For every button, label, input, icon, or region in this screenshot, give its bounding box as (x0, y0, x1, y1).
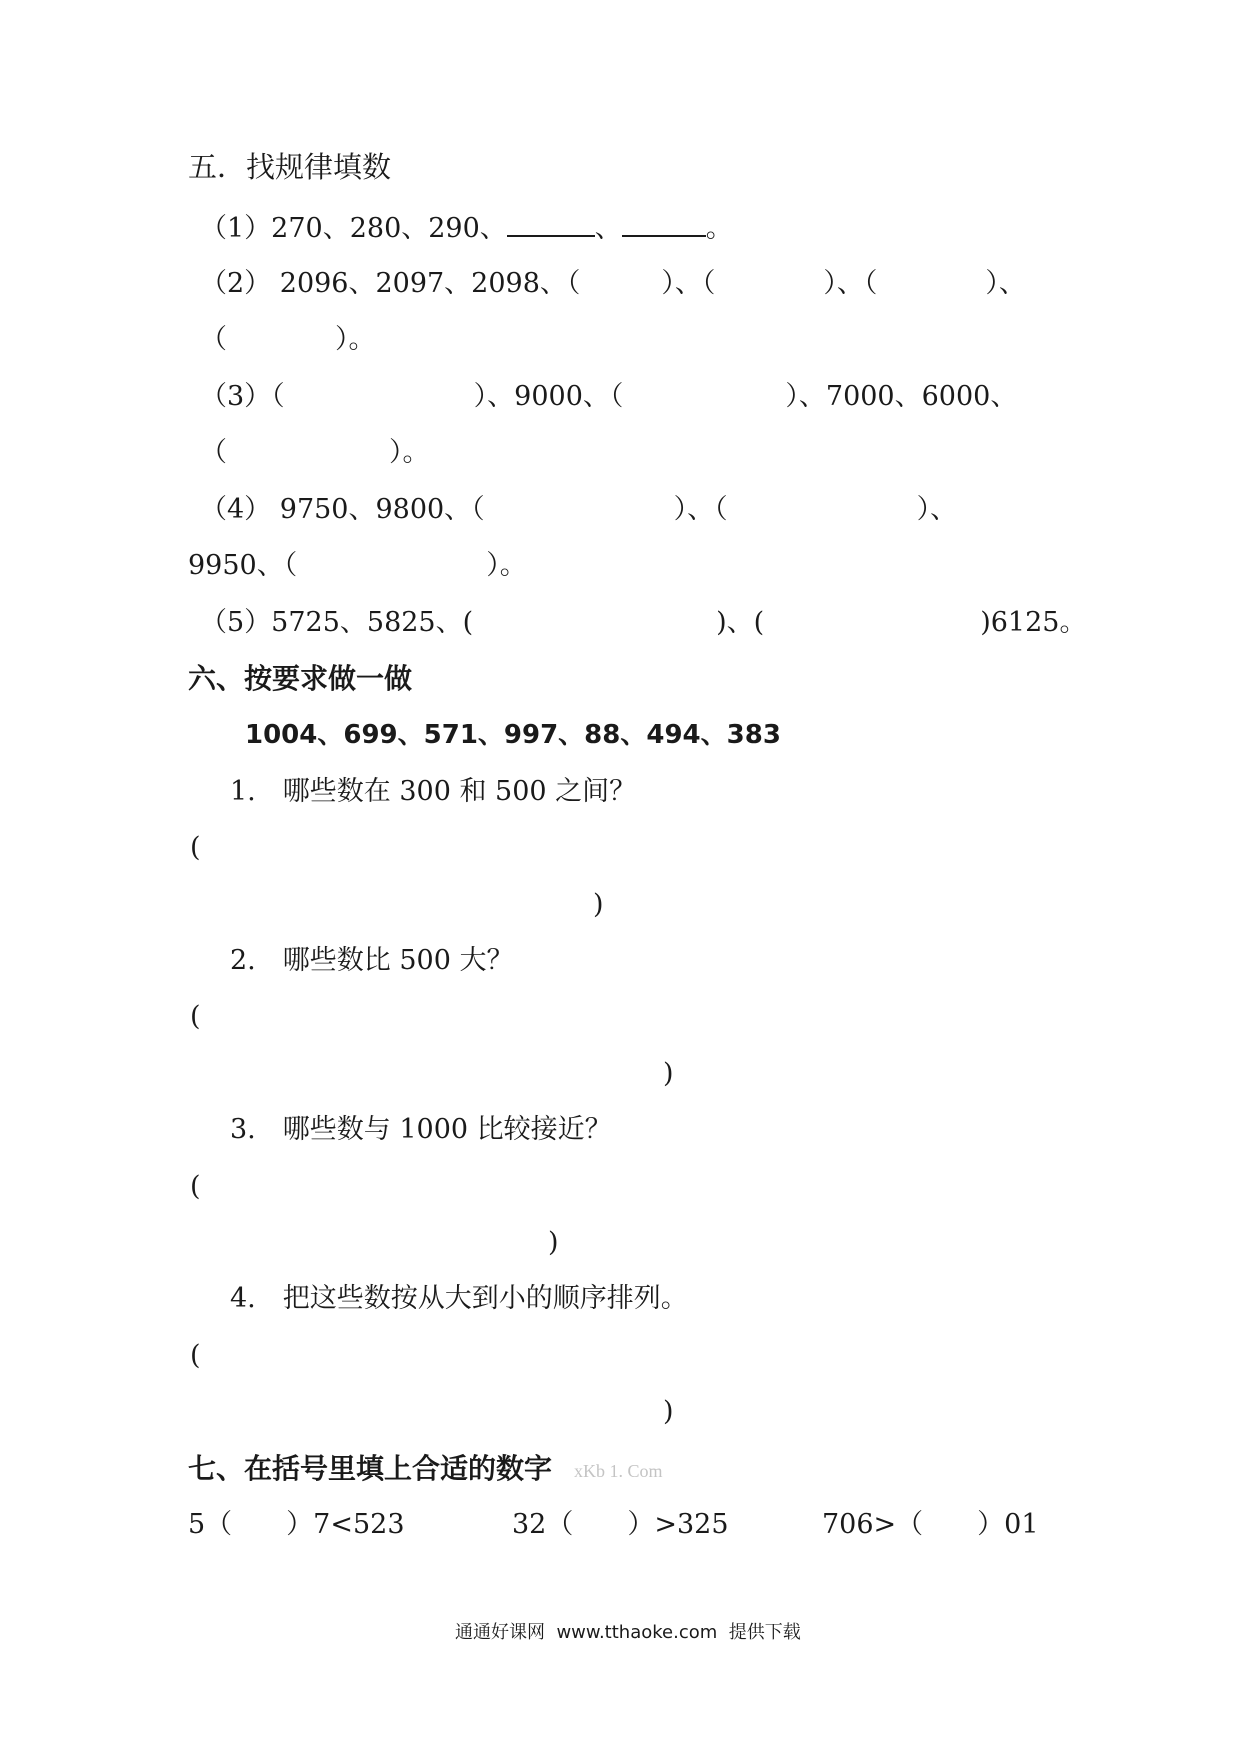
section5-title: 五．找规律填数 (188, 150, 392, 184)
task-1-text: 1. 哪些数在 300 和 500 之间？ (230, 776, 637, 807)
task-2-text: 2. 哪些数比 500 大？ (230, 945, 514, 976)
question-5: （5）5725、5825、( )、( )6125。 (200, 607, 1087, 638)
footer-credit: 通通好课网 www.tthaoke.com 提供下载 (455, 1622, 801, 1643)
compare-item-2: 32（ ）>325 (512, 1509, 729, 1540)
section7-title: 七、在括号里填上合适的数字 (188, 1452, 553, 1485)
compare-item-1: 5（ ）7<523 (188, 1509, 405, 1540)
question-4-line1: （4） 9750、9800、（ ）、（ ）、 (200, 494, 958, 525)
question-4-line2: 9950、（ ）。 (188, 550, 527, 581)
question-1-prefix: （1）270、280、290、 (200, 213, 507, 244)
question-1 (200, 211, 733, 246)
task-4-close-paren: ) (663, 1396, 674, 1427)
compare-item-3: 706>（ ）01 (822, 1509, 1039, 1540)
task-1-open-paren: ( (190, 832, 201, 863)
task-4-text: 4. 把这些数按从大到小的顺序排列。 (230, 1283, 688, 1314)
task-2-open-paren: ( (190, 1001, 201, 1032)
question-3-line2: （ ）。 (200, 437, 430, 468)
task-1-close-paren: ) (593, 889, 604, 920)
answer-blank[interactable] (507, 211, 595, 237)
answer-blank[interactable] (622, 211, 706, 237)
watermark: xKb 1. Com (574, 1461, 663, 1481)
question-1-separator: 、 (594, 213, 622, 244)
task-3-text: 3. 哪些数与 1000 比较接近？ (230, 1114, 612, 1145)
question-1-suffix: 。 (705, 213, 733, 244)
section6-title: 六、按要求做一做 (188, 662, 413, 695)
task-3-close-paren: ) (548, 1227, 559, 1258)
question-2-line2: （ ）。 (200, 324, 376, 355)
task-3-open-paren: ( (190, 1171, 201, 1202)
number-list: 1004、699、571、997、88、494、383 (245, 720, 781, 750)
question-3-line1: （3）（ ）、9000、（ ）、7000、6000、 (200, 381, 1018, 412)
task-4-open-paren: ( (190, 1340, 201, 1371)
task-2-close-paren: ) (663, 1058, 674, 1089)
question-2-line1: （2） 2096、2097、2098、（ ）、（ ）、（ ）、 (200, 268, 1026, 299)
